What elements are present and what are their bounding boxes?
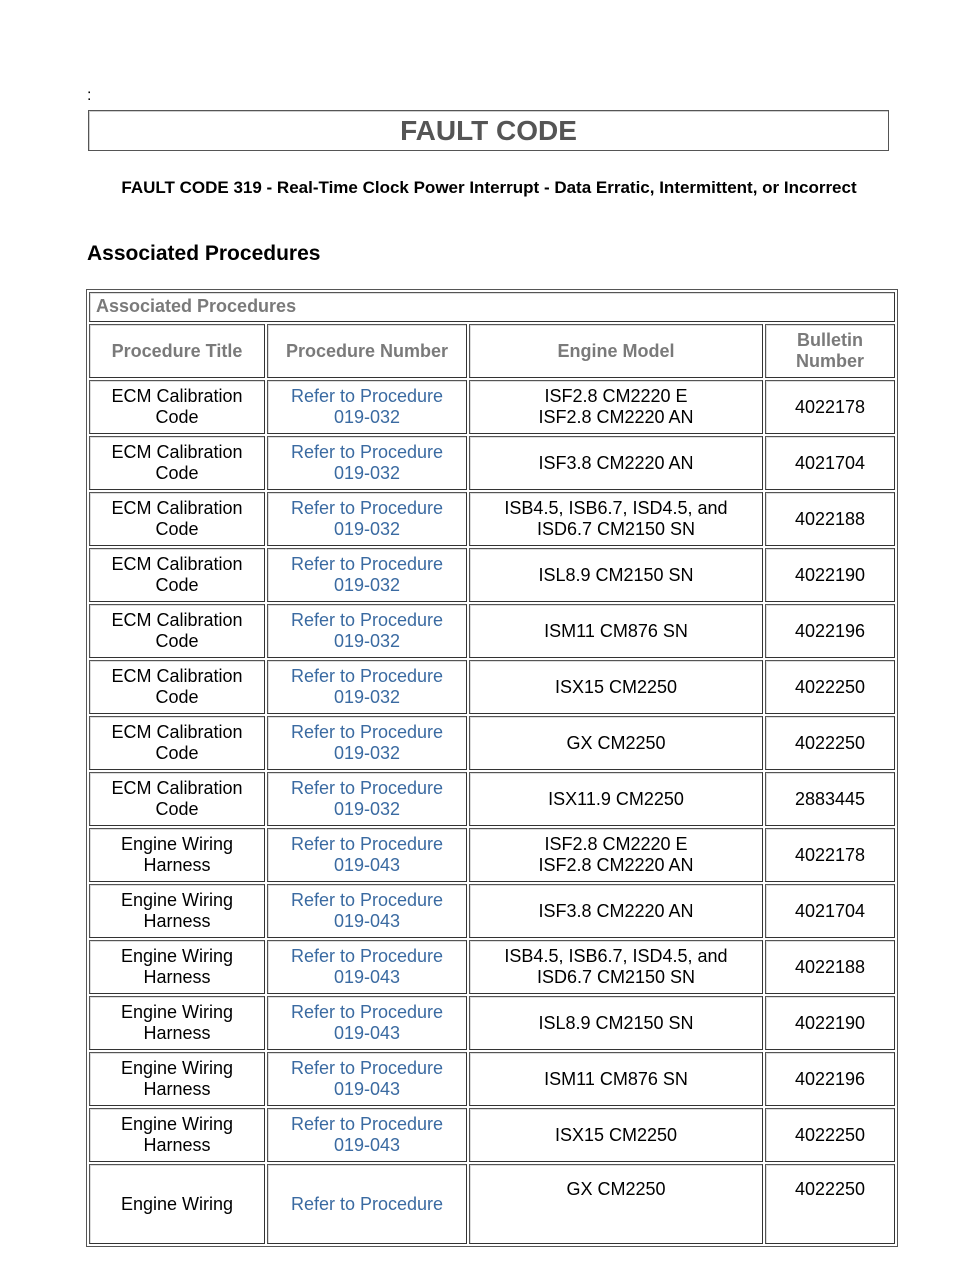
- bulletin-number-cell: 4022188: [765, 492, 895, 546]
- engine-model-cell: GX CM2250: [469, 1164, 763, 1244]
- procedure-title-cell: ECM Calibration Code: [89, 660, 265, 714]
- fault-code-subtitle: FAULT CODE 319 - Real-Time Clock Power Interrupt - Data Erratic, Intermittent, or Incorrect: [121, 178, 857, 197]
- procedure-number-cell: [267, 940, 467, 994]
- engine-model-line: ISF3.8 CM2220 AN: [538, 452, 694, 473]
- procedure-link[interactable]: Refer to Procedure 019-043: [290, 1002, 444, 1043]
- engine-model-line: ISF2.8 CM2220 E: [544, 834, 688, 854]
- procedure-number-cell: [267, 436, 467, 490]
- engine-model-line: ISM11 CM876 SN: [544, 620, 688, 641]
- procedure-title-cell: ECM Calibration Code: [89, 716, 265, 770]
- procedure-link[interactable]: Refer to Procedure 019-032: [290, 554, 444, 595]
- engine-model-cell: [469, 828, 763, 882]
- engine-model-line: ISF2.8 CM2220 AN: [538, 855, 694, 875]
- procedure-link[interactable]: Refer to Procedure 019-043: [290, 946, 444, 987]
- engine-model-cell: [469, 940, 763, 994]
- procedure-link[interactable]: Refer to Procedure 019-032: [290, 722, 444, 763]
- engine-model-line: ISF3.8 CM2220 AN: [538, 900, 694, 921]
- bulletin-number-cell: 4022188: [765, 940, 895, 994]
- engine-model-line: ISL8.9 CM2150 SN: [538, 1012, 694, 1033]
- table-row: [89, 492, 895, 546]
- table-row: [89, 716, 895, 770]
- table-row: [89, 1052, 895, 1106]
- procedure-number-cell: [267, 1164, 467, 1244]
- header-bulletin-number: Bulletin Number: [765, 324, 895, 378]
- bulletin-number-cell: 4022250: [765, 716, 895, 770]
- procedure-number-cell: [267, 380, 467, 434]
- engine-model-line: ISX11.9 CM2250: [548, 788, 684, 809]
- procedure-title-cell: ECM Calibration Code: [89, 492, 265, 546]
- table-row: [89, 660, 895, 714]
- engine-model-cell: [469, 548, 763, 602]
- table-row: [89, 996, 895, 1050]
- procedure-number-cell: [267, 996, 467, 1050]
- table-row: [89, 1108, 895, 1162]
- engine-model-cell: [469, 772, 763, 826]
- procedure-link[interactable]: Refer to Procedure 019-032: [290, 498, 444, 539]
- associated-procedures-table: [86, 289, 898, 1247]
- procedure-title-cell: Engine Wiring Harness: [89, 828, 265, 882]
- procedure-link[interactable]: Refer to Procedure 019-032: [290, 386, 444, 427]
- bulletin-number-cell: 4022196: [765, 1052, 895, 1106]
- procedure-title-cell: Engine Wiring: [89, 1164, 265, 1244]
- procedure-title-cell: Engine Wiring Harness: [89, 1052, 265, 1106]
- procedure-number-cell: [267, 828, 467, 882]
- bulletin-number-cell: 4022190: [765, 996, 895, 1050]
- procedure-number-cell: [267, 660, 467, 714]
- engine-model-cell: [469, 996, 763, 1050]
- procedure-link[interactable]: Refer to Procedure 019-032: [290, 666, 444, 707]
- table-row: [89, 380, 895, 434]
- table-row: [89, 548, 895, 602]
- engine-model-cell: [469, 380, 763, 434]
- engine-model-line: ISD6.7 CM2150 SN: [536, 519, 696, 539]
- procedure-link[interactable]: Refer to Procedure 019-032: [290, 610, 444, 651]
- engine-model-line: ISF2.8 CM2220 AN: [538, 407, 694, 427]
- procedure-number-cell: [267, 492, 467, 546]
- bulletin-number-cell: 4022178: [765, 828, 895, 882]
- bulletin-number-cell: 4022250: [765, 1108, 895, 1162]
- table-caption: Associated Procedures: [89, 292, 895, 322]
- procedure-number-cell: [267, 716, 467, 770]
- procedure-link[interactable]: Refer to Procedure 019-032: [290, 442, 444, 483]
- table-row: [89, 604, 895, 658]
- engine-model-line: ISB4.5, ISB6.7, ISD4.5, and: [504, 946, 728, 966]
- bulletin-number-cell: 2883445: [765, 772, 895, 826]
- engine-model-cell: [469, 660, 763, 714]
- engine-model-cell: [469, 492, 763, 546]
- procedure-title-cell: Engine Wiring Harness: [89, 1108, 265, 1162]
- procedure-title-cell: ECM Calibration Code: [89, 604, 265, 658]
- fault-code-banner: [88, 110, 889, 151]
- table-row: [89, 828, 895, 882]
- header-procedure-title: Procedure Title: [89, 324, 265, 378]
- engine-model-cell: [469, 604, 763, 658]
- procedure-title-cell: Engine Wiring Harness: [89, 940, 265, 994]
- engine-model-line: ISX15 CM2250: [554, 1124, 678, 1145]
- table-row: [89, 940, 895, 994]
- procedure-title-cell: ECM Calibration Code: [89, 436, 265, 490]
- procedure-number-cell: [267, 604, 467, 658]
- table-row: [89, 436, 895, 490]
- engine-model-line: ISM11 CM876 SN: [544, 1068, 688, 1089]
- section-heading: Associated Procedures: [87, 242, 321, 265]
- table-row-partial: [89, 1164, 895, 1244]
- bulletin-number-cell: 4021704: [765, 436, 895, 490]
- procedure-number-cell: [267, 1052, 467, 1106]
- procedure-title-cell: ECM Calibration Code: [89, 548, 265, 602]
- table-row: [89, 884, 895, 938]
- engine-model-line: ISX15 CM2250: [554, 676, 678, 697]
- engine-model-cell: [469, 436, 763, 490]
- engine-model-cell: [469, 716, 763, 770]
- procedure-link[interactable]: Refer to Procedure 019-032: [290, 778, 444, 819]
- procedure-number-cell: [267, 548, 467, 602]
- engine-model-line: ISB4.5, ISB6.7, ISD4.5, and: [504, 498, 728, 518]
- leading-colon: :: [87, 87, 92, 104]
- table-body: [89, 380, 895, 1244]
- procedure-number-cell: [267, 884, 467, 938]
- procedure-title-cell: ECM Calibration Code: [89, 772, 265, 826]
- procedure-title-cell: ECM Calibration Code: [89, 380, 265, 434]
- engine-model-cell: [469, 1052, 763, 1106]
- procedure-link[interactable]: Refer to Procedure 019-043: [290, 1058, 444, 1099]
- header-procedure-number: Procedure Number: [267, 324, 467, 378]
- procedure-number-cell: [267, 772, 467, 826]
- engine-model-line: ISD6.7 CM2150 SN: [536, 967, 696, 987]
- bulletin-number-cell: 4022178: [765, 380, 895, 434]
- procedure-link[interactable]: Refer to Procedure 019-043: [290, 1114, 444, 1155]
- procedure-link[interactable]: Refer to Procedure 019-043: [290, 834, 444, 875]
- banner-title: FAULT CODE: [400, 115, 577, 146]
- procedure-link[interactable]: Refer to Procedure: [290, 1193, 444, 1214]
- engine-model-line: GX CM2250: [566, 732, 666, 753]
- procedure-title-cell: Engine Wiring Harness: [89, 884, 265, 938]
- procedure-title-cell: Engine Wiring Harness: [89, 996, 265, 1050]
- procedure-link[interactable]: Refer to Procedure 019-043: [290, 890, 444, 931]
- engine-model-line: ISF2.8 CM2220 E: [544, 386, 688, 406]
- bulletin-number-cell: 4022190: [765, 548, 895, 602]
- procedure-number-cell: [267, 1108, 467, 1162]
- engine-model-cell: [469, 884, 763, 938]
- bulletin-number-cell: 4022196: [765, 604, 895, 658]
- table-header-row: [89, 324, 895, 378]
- bulletin-number-cell: 4022250: [765, 1164, 895, 1244]
- header-engine-model: Engine Model: [469, 324, 763, 378]
- engine-model-line: ISL8.9 CM2150 SN: [538, 564, 694, 585]
- engine-model-cell: [469, 1108, 763, 1162]
- bulletin-number-cell: 4022250: [765, 660, 895, 714]
- table-row: [89, 772, 895, 826]
- bulletin-number-cell: 4021704: [765, 884, 895, 938]
- procedures-table-container: [86, 289, 892, 1214]
